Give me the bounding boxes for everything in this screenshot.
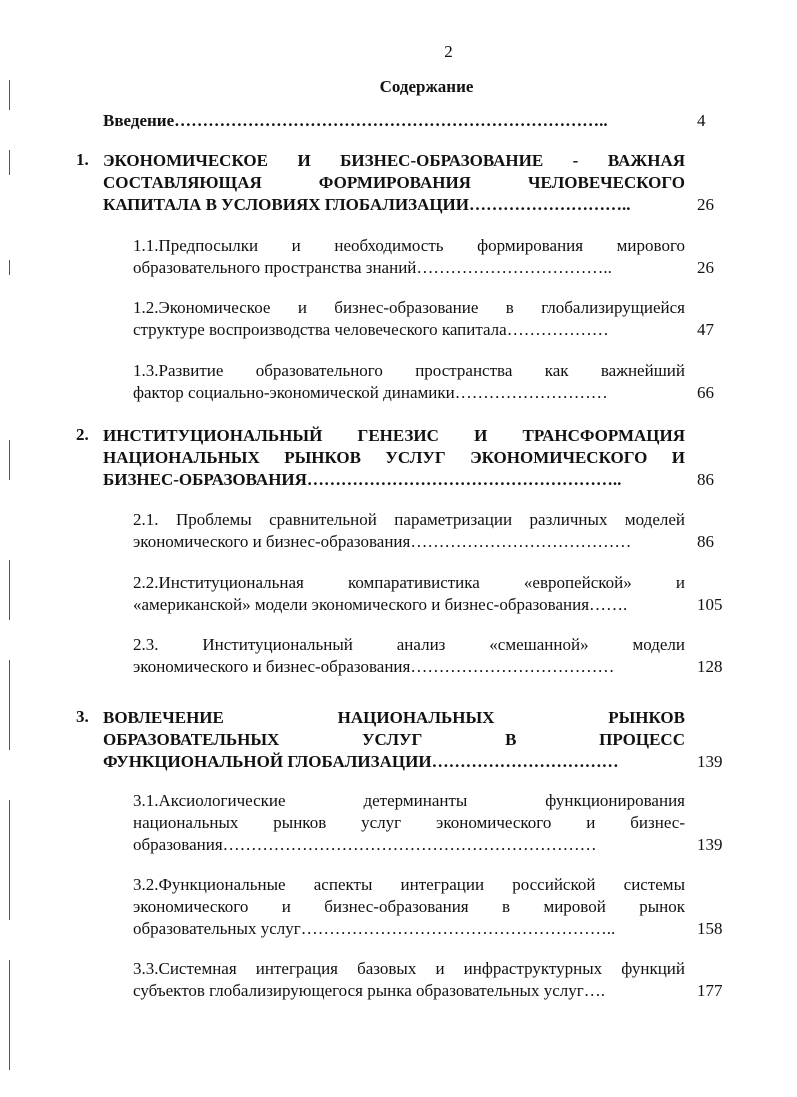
entry-title: [133, 958, 685, 1002]
entry-page-number: 105: [697, 595, 723, 614]
entry-title-line: 1.3.Развитие образовательного пространства как важнейший: [133, 361, 685, 380]
entry-title-line: 2.1. Проблемы сравнительной параметризации различных моделей: [133, 510, 685, 529]
entry-title: [133, 790, 685, 856]
entry-title-line: «американской» модели экономического и бизнес-образования…….: [133, 595, 628, 614]
entry-title-line: экономического и бизнес-образования в мировой рынок: [133, 897, 685, 916]
entry-title: [133, 297, 685, 341]
entry-title-line: экономического и бизнес-образования…………………………………: [133, 532, 632, 551]
entry-title-line: образовательных услуг………………………………………………..: [133, 919, 616, 938]
entry-title-line: СОСТАВЛЯЮЩАЯ ФОРМИРОВАНИЯ ЧЕЛОВЕЧЕСКОГО: [103, 173, 685, 192]
chapter-number: 1.: [76, 150, 89, 169]
entry-title: [103, 707, 685, 773]
scan-margin-marks: [6, 60, 16, 1090]
entry-title-line: национальных рынков услуг экономического и бизнес-: [133, 813, 685, 832]
entry-page-number: 66: [697, 383, 714, 402]
entry-title-line: 2.3. Институциональный анализ «смешанной» модели: [133, 635, 685, 654]
entry-title: [133, 235, 685, 279]
entry-title-line: 2.2.Институциональная компаративистика «европейской» и: [133, 573, 685, 592]
entry-page-number: 26: [697, 258, 714, 277]
entry-title-line: ИНСТИТУЦИОНАЛЬНЫЙ ГЕНЕЗИС И ТРАНСФОРМАЦИЯ: [103, 426, 685, 445]
entry-title-line: 3.1.Аксиологические детерминанты функционирования: [133, 791, 685, 810]
entry-title-line: 1.1.Предпосылки и необходимость формирования мирового: [133, 236, 685, 255]
entry-title-line: ЭКОНОМИЧЕСКОЕ И БИЗНЕС-ОБРАЗОВАНИЕ - ВАЖНАЯ: [103, 151, 685, 170]
entry-title: [133, 360, 685, 404]
entry-page-number: 158: [697, 919, 723, 938]
chapter-number: 3.: [76, 707, 89, 726]
toc-title: Содержание: [379, 77, 474, 96]
entry-page-number: 26: [697, 195, 714, 214]
entry-title: [133, 634, 685, 678]
entry-page-number: 139: [697, 835, 723, 854]
toc-intro-label: Введение…………………………………………………………………..: [103, 111, 608, 130]
entry-title-line: фактор социально-экономической динамики………………………: [133, 383, 608, 402]
entry-title-line: ВОВЛЕЧЕНИЕ НАЦИОНАЛЬНЫХ РЫНКОВ: [103, 708, 685, 727]
toc-intro-page: 4: [697, 111, 706, 130]
entry-page-number: 86: [697, 470, 714, 489]
entry-title-line: субъектов глобализирующегося рынка образовательных услуг….: [133, 981, 605, 1000]
entry-title-line: 1.2.Экономическое и бизнес-образование в глобализирущиейся: [133, 298, 685, 317]
entry-page-number: 47: [697, 320, 714, 339]
entry-title: [133, 509, 685, 553]
entry-page-number: 86: [697, 532, 714, 551]
entry-title: [133, 874, 685, 940]
entry-title-line: 3.2.Функциональные аспекты интеграции российской системы: [133, 875, 685, 894]
entry-page-number: 128: [697, 657, 723, 676]
entry-title-line: образовательного пространства знаний……………………………..: [133, 258, 612, 277]
entry-title-line: ОБРАЗОВАТЕЛЬНЫХ УСЛУГ В ПРОЦЕСС: [103, 730, 685, 749]
entry-title-line: 3.3.Системная интеграция базовых и инфраструктурных функций: [133, 959, 685, 978]
entry-title-line: экономического и бизнес-образования………………………………: [133, 657, 615, 676]
entry-title-line: структуре воспроизводства человеческого капитала………………: [133, 320, 609, 339]
entry-title-line: образования…………………………………………………………: [133, 835, 597, 854]
entry-title-line: КАПИТАЛА В УСЛОВИЯХ ГЛОБАЛИЗАЦИИ………………………..: [103, 195, 631, 214]
page-number: 2: [444, 42, 453, 61]
entry-title-line: БИЗНЕС-ОБРАЗОВАНИЯ………………………………………………..: [103, 470, 622, 489]
entry-title: [133, 572, 685, 616]
entry-title: [103, 425, 685, 491]
entry-page-number: 139: [697, 752, 723, 771]
entry-title-line: ФУНКЦИОНАЛЬНОЙ ГЛОБАЛИЗАЦИИ……………………………: [103, 752, 619, 771]
entry-title: [103, 150, 685, 216]
entry-page-number: 177: [697, 981, 723, 1000]
entry-title-line: НАЦИОНАЛЬНЫХ РЫНКОВ УСЛУГ ЭКОНОМИЧЕСКОГО И: [103, 448, 685, 467]
chapter-number: 2.: [76, 425, 89, 444]
